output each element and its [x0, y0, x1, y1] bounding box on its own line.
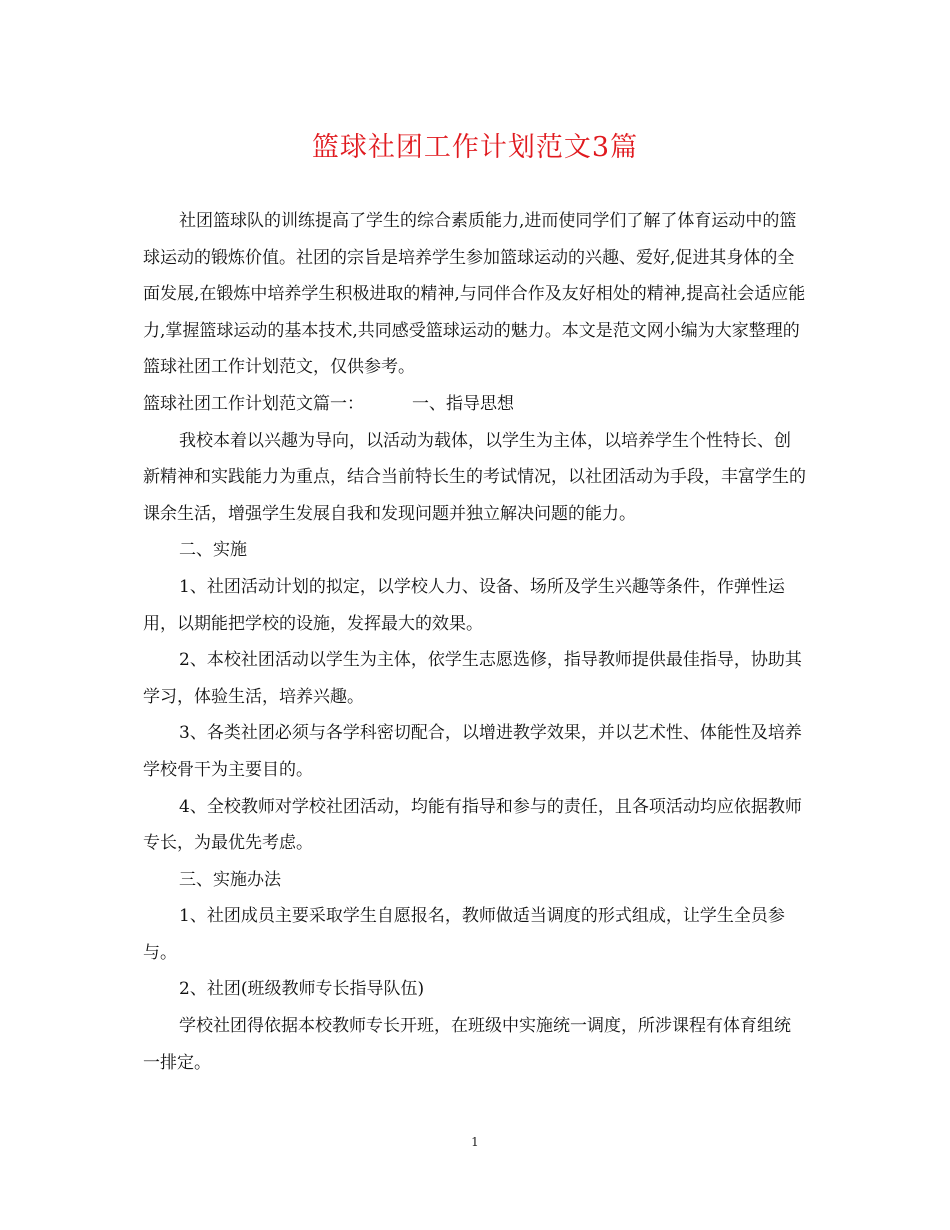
item-3-paragraph: 3、各类社团必须与各学科密切配合，以增进教学效果，并以艺术性、体能性及培养学校骨干为主要目的。 [143, 723, 802, 780]
section-two-heading: 二、实施 [179, 540, 247, 561]
item-4-paragraph: 4、全校教师对学校社团活动，均能有指导和参与的责任，且各项活动均应依据教师专长，为最优先考虑。 [143, 796, 802, 854]
item-1-paragraph: 1、社团活动计划的拟定，以学校人力、设备、场所及学生兴趣等条件，作弹性运用，以期能把学校的设施，发挥最大的效果。 [143, 576, 785, 634]
guiding-paragraph: 我校本着以兴趣为导向，以活动为载体，以学生为主体，以培养学生个性特长、创新精神和实践能力为重点，结合当前特长生的考试情况，以社团活动为手段，丰富学生的课余生活，增强学生发展自我和发现问题并独立解决问题的能力。 [143, 430, 806, 524]
section-one-heading: 一、指导思想 [412, 393, 514, 414]
method-2-heading: 2、社团(班级教师专长指导队伍) [179, 979, 425, 1000]
article-subheading: 篮球社团工作计划范文篇一： [143, 393, 364, 414]
method-1-paragraph: 1、社团成员主要采取学生自愿报名，教师做适当调度的形式组成，让学生全员参与。 [143, 906, 785, 963]
intro-paragraph: 社团篮球队的训练提高了学生的综合素质能力,进而使同学们了解了体育运动中的篮球运动的锻炼价值。社团的宗旨是培养学生参加篮球运动的兴趣、爱好,促进其身体的全面发展,在锻炼中培养学生积极进取的精神,与同伴合作及友好相处的精神,提高社会适应能力,掌握篮球运动的基本技术,共同感受篮球运动的魅力。本文是范文网小编为大家整理的篮球社团工作计划范文，仅供参考。 [143, 211, 806, 378]
document-body [143, 203, 807, 1081]
item-2-paragraph: 2、本校社团活动以学生为主体，依学生志愿选修，指导教师提供最佳指导，协助其学习，体验生活，培养兴趣。 [143, 650, 802, 707]
section-three-heading: 三、实施办法 [179, 869, 281, 890]
page-number: 1 [471, 1135, 479, 1149]
subheading-line [143, 386, 807, 423]
document-title: 篮球社团工作计划范文3篇 [311, 132, 639, 163]
method-2-detail-paragraph: 学校社团得依据本校教师专长开班，在班级中实施统一调度，所涉课程有体育组统一排定。 [143, 1016, 791, 1073]
